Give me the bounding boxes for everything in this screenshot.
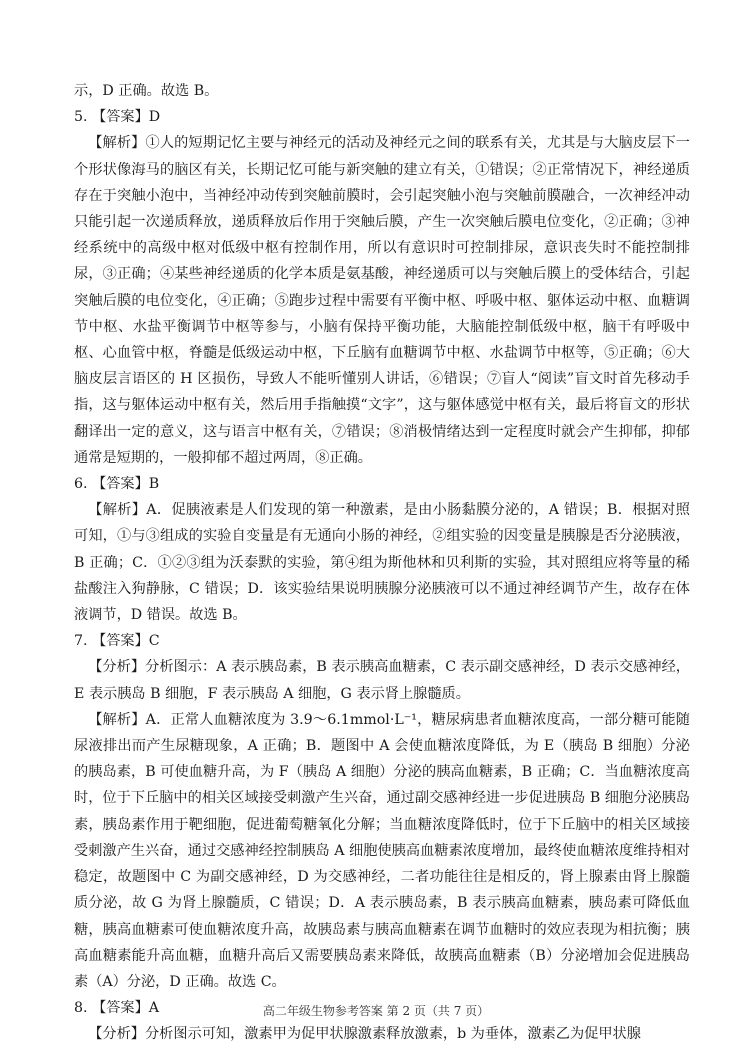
page-footer: 高二年级生物参考答案 第 2 页（共 7 页）: [262, 1004, 490, 1018]
question-5-analysis: 【解析】①人的短期记忆主要与神经元的活动及神经元之间的联系有关，尤其是与大脑皮层下一个形状像海马的脑区有关，长期记忆可能与新突触的建立有关，①错误；②正常情况下，神经递质存在于突触小泡中，当神经冲动传到突触前膜时，会引起突触小泡与突触前膜融合，一次神经冲动只能引起一次递质释放，递质释放后作用于突触后膜，产生一次突触后膜电位变化，②正确；③神经系统中的高级中枢对低级中枢有控制作用，所以有意识时可控制排尿，意识丧失时不能控制排尿，③正确；④某些神经递质的化学本质是氨基酸，神经递质可以与突触后膜上的受体结合，引起突触后膜的电位变化，④正确；⑤跑步过程中需要有平衡中枢、呼吸中枢、躯体运动中枢、血糖调节中枢、水盐平衡调节中枢等参与，小脑有保持平衡功能，大脑能控制低级中枢，脑干有呼吸中枢、心血管中枢，脊髓是低级运动中枢，下丘脑有血糖调节中枢、水盐调节中枢等，⑤正确；⑥大脑皮层言语区的 H 区损伤，导致人不能听懂别人讲话，⑥错误；⑦盲人“阅读”盲文时首先移动手指，这与躯体运动中枢有关，然后用手指触摸“文字”，这与躯体感觉中枢有关，最后将盲文的形状翻译出一定的意义，这与语言中枢有关，⑦错误；⑧消极情绪达到一定程度时就会产生抑郁，抑郁通常是短期的，一般抑郁不超过两周，⑧正确。: [74, 135, 690, 466]
continued-text: 示，D 正确。故选 B。: [74, 83, 219, 99]
question-7-fenxi: 【分析】分析图示：A 表示胰岛素，B 表示胰高血糖素，C 表示副交感神经，D 表示交感神经，E 表示胰岛 B 细胞，F 表示胰岛 A 细胞，G 表示肾上腺髓质。: [74, 659, 690, 702]
question-5-heading: 5. 【答案】D: [74, 109, 161, 126]
question-7-heading: 7. 【答案】C: [74, 633, 160, 650]
question-6-heading: 6. 【答案】B: [74, 476, 160, 493]
question-6-analysis: 【解析】A．促胰液素是人们发现的第一种激素，是由小肠黏膜分泌的，A 错误；B．根据对照可知，①与③组成的实验自变量是有无通向小肠的神经，②组实验的因变量是胰腺是否分泌胰液，B 正确；C．①②③组为沃泰默的实验，第④组为斯他林和贝利斯的实验，其对照组应将等量的稀盐酸注入狗静脉，C 错误；D．该实验结果说明胰腺分泌胰液可以不通过神经调节产生，故存在体液调节，D 错误。故选 B。: [74, 502, 690, 624]
question-7: [74, 628, 690, 995]
question-5: [74, 104, 690, 471]
question-8-fenxi: 【分析】分析图示可知，激素甲为促甲状腺激素释放激素，b 为垂体，激素乙为促甲状腺: [88, 1026, 641, 1043]
answer-key-page: [74, 78, 690, 1048]
question-6: [74, 471, 690, 628]
question-7-analysis: 【解析】A．正常人血糖浓度为 3.9～6.1mmol·L⁻¹，糖尿病患者血糖浓度高，一部分糖可能随尿液排出而产生尿糖现象，A 正确；B．题图中 A 会使血糖浓度降低，为 E（胰岛 B 细胞）分泌的胰岛素，B 可使血糖升高，为 F（胰岛 A 细胞）分泌的胰高血糖素，B 正确；C．当血糖浓度高时，位于下丘脑中的相关区域接受刺激产生兴奋，通过副交感神经进一步促进胰岛 B 细胞分泌胰岛素，胰岛素作用于靶细胞，促进葡萄糖氧化分解；当血糖浓度降低时，位于下丘脑中的相关区域接受刺激产生兴奋，通过交感神经控制胰岛 A 细胞使胰高血糖素浓度增加，最终使血糖浓度维持相对稳定，故题图中 C 为副交感神经，D 为交感神经，二者功能往往是相反的，肾上腺素由肾上腺髓质分泌，故 G 为肾上腺髓质，C 错误；D．A 表示胰岛素，B 表示胰高血糖素，胰岛素可降低血糖，胰高血糖素可使血糖浓度升高，故胰岛素与胰高血糖素在调节血糖时的效应表现为相抗衡；胰高血糖素能升高血糖，血糖升高后又需要胰岛素来降低，故胰高血糖素（B）分泌增加会促进胰岛素（A）分泌，D 正确。故选 C。: [74, 711, 690, 990]
question-8-heading: 8. 【答案】A: [74, 1000, 160, 1017]
